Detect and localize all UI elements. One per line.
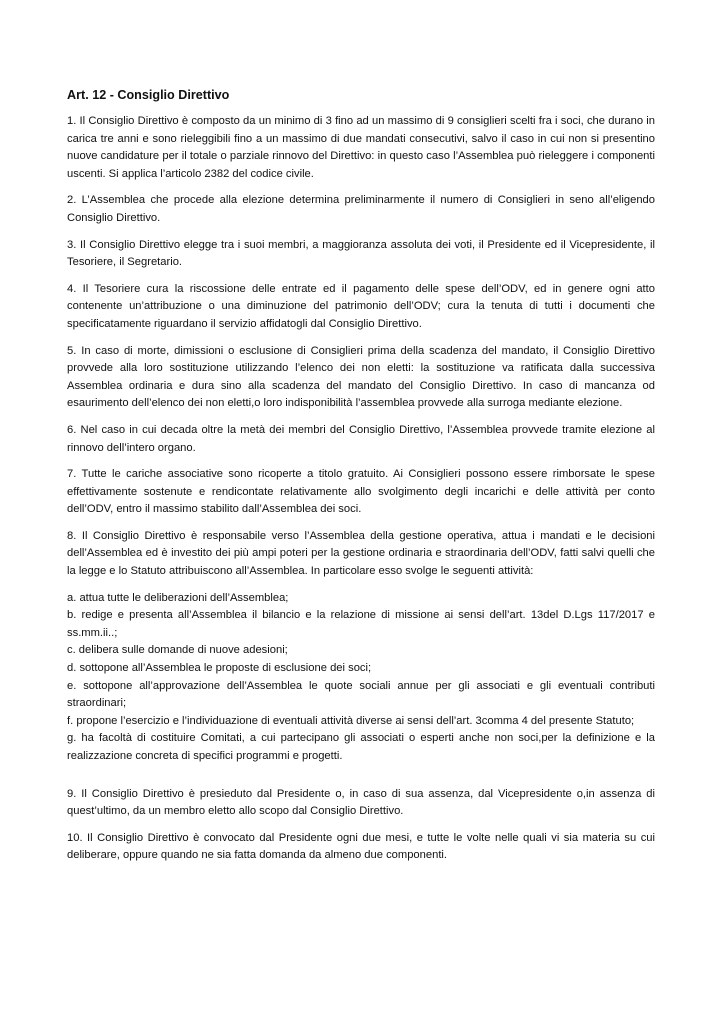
article-body — [67, 86, 655, 874]
paragraph-1: 1. Il Consiglio Direttivo è composto da un minimo di 3 fino ad un massimo di 9 consiglieri scelti fra i soci, che durano in carica tre anni e sono rieleggibili fino a un massimo di due mandati consecutivi, salvo il caso in cui non si presentino nuove candidature per il totale o parziale rinnovo del Direttivo: in questo caso l’Assemblea può rieleggere i componenti uscenti. Si applica l’articolo 2382 del codice civile. — [67, 115, 655, 180]
paragraph-10: 10. Il Consiglio Direttivo è convocato dal Presidente ogni due mesi, e tutte le volte nelle quali vi sia materia su cui deliberare, oppure quando ne sia fatta domanda da almeno due componenti. — [67, 831, 655, 862]
paragraph-6: 6. Nel caso in cui decada oltre la metà dei membri del Consiglio Direttivo, l’Assemblea provvede tramite elezione al rinnovo dell’intero organo. — [67, 423, 655, 454]
paragraph-8: 8. Il Consiglio Direttivo è responsabile verso l’Assemblea della gestione operativa, attua i mandati e le decisioni dell’Assemblea ed è investito dei più ampi poteri per la gestione ordinaria e straordinaria dell’ODV, fatti salvi quelli che la legge e lo Statuto attribuiscono all’Assemblea. In particolare esso svolge le seguenti attività: — [67, 529, 655, 578]
activities-list — [67, 590, 655, 766]
paragraph-9: 9. Il Consiglio Direttivo è presieduto dal Presidente o, in caso di sua assenza, dal Vicepresidente o,in assenza di quest’ultimo, da un membro eletto allo scopo dal Consiglio Direttivo. — [67, 787, 655, 818]
list-item-b: b. redige e presenta all’Assemblea il bilancio e la relazione di missione ai sensi dell’art. 13del D.Lgs 117/2017 e ss.mm.ii..; — [67, 609, 655, 639]
paragraph-2: 2. L’Assemblea che procede alla elezione determina preliminarmente il numero di Consiglieri in seno all’eligendo Consiglio Direttivo. — [67, 194, 655, 224]
article-title: Art. 12 - Consiglio Direttivo — [67, 88, 230, 102]
list-item-c: c. delibera sulle domande di nuove adesioni; — [67, 644, 288, 657]
paragraph-4: 4. Il Tesoriere cura la riscossione delle entrate ed il pagamento delle spese dell’ODV, ed in genere ogni atto contenente un’attribuzione o una diminuzione del patrimonio dell’ODV; cura la tenuta di tutti i documenti che specificatamente riguardano il servizio affidatogli dal Consiglio Direttivo. — [67, 282, 655, 330]
paragraph-7: 7. Tutte le cariche associative sono ricoperte a titolo gratuito. Ai Consiglieri possono essere rimborsate le spese effettivamente sostenute e rendicontate relativamente allo svolgimento degli incarichi e delle attività per conto dell’ODV, entro il massimo stabilito dall’Assemblea dei soci. — [67, 468, 655, 516]
paragraph-5: 5. In caso di morte, dimissioni o esclusione di Consiglieri prima della scadenza del mandato, il Consiglio Direttivo provvede alla loro sostituzione utilizzando l’elenco dei non eletti: la sostituzione va ratificata dalla successiva Assemblea ordinaria e dura sino alla scadenza del mandato del Consiglio Direttivo. In caso di mancanza od esaurimento dell’elenco dei non eletti,o loro indisponibilità l’assemblea provvede alla surroga mediante elezione. — [67, 344, 655, 410]
list-item-g: g. ha facoltà di costituire Comitati, a cui partecipano gli associati o esperti anche non soci,per la definizione e la realizzazione concreta di specifici programmi e progetti. — [67, 732, 655, 762]
list-item-f: f. propone l’esercizio e l’individuazione di eventuali attività diverse ai sensi dell’art. 3comma 4 del presente Statuto; — [67, 714, 635, 727]
paragraph-3: 3. Il Consiglio Direttivo elegge tra i suoi membri, a maggioranza assoluta dei voti, il Presidente ed il Vicepresidente, il Tesoriere, il Segretario. — [67, 238, 655, 269]
list-item-d: d. sottopone all’Assemblea le proposte di esclusione dei soci; — [67, 662, 372, 675]
list-item-a: a. attua tutte le deliberazioni dell’Assemblea; — [67, 591, 289, 604]
list-item-e: e. sottopone all’approvazione dell’Assemblea le quote sociali annue per gli associati e gli eventuali contributi straordinari; — [67, 679, 655, 710]
